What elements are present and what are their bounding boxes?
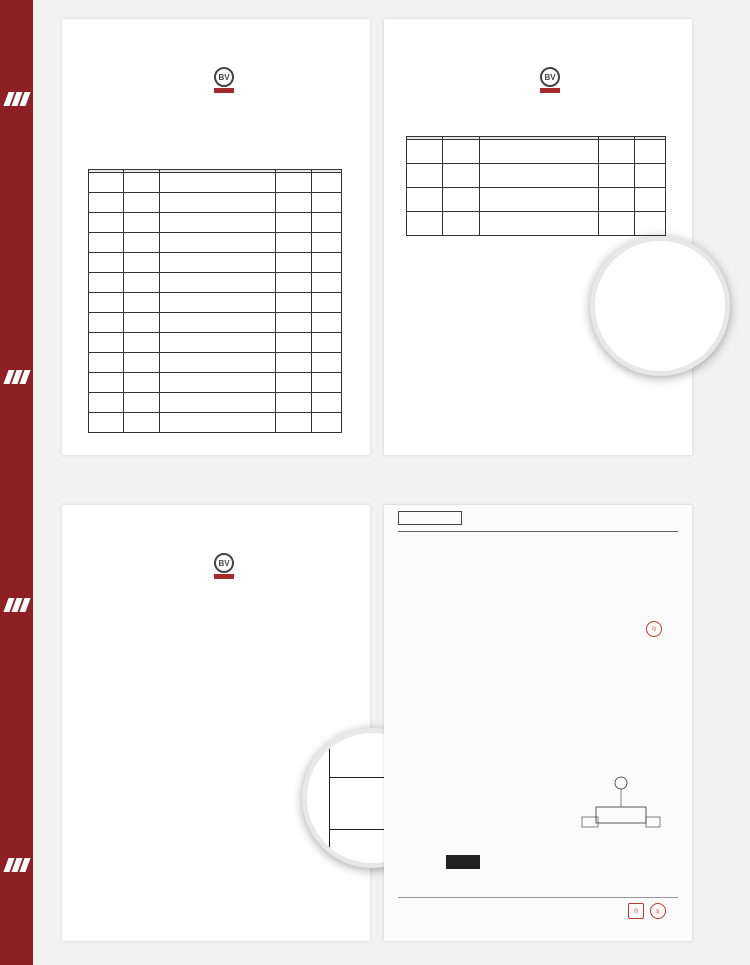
table-row (89, 353, 342, 373)
table-cell (159, 173, 275, 193)
kaken-certificate (384, 505, 692, 941)
table-cell (159, 373, 275, 393)
table-cell (89, 253, 124, 273)
table-cell (311, 293, 341, 313)
zoom-magnifier (590, 236, 730, 376)
table-cell (89, 413, 124, 433)
table-cell (276, 333, 311, 353)
table-cell (124, 373, 159, 393)
table-cell (311, 373, 341, 393)
results-table (88, 169, 342, 433)
table-cell (124, 233, 159, 253)
table-cell (598, 164, 634, 188)
brand-logo (0, 92, 33, 112)
table-cell (634, 212, 665, 236)
table-row (89, 333, 342, 353)
brand-logo (0, 370, 33, 390)
table-cell (124, 273, 159, 293)
table-cell (159, 233, 275, 253)
table-row (89, 373, 342, 393)
table-cell (159, 413, 275, 433)
table-cell (159, 253, 275, 273)
table-row (89, 233, 342, 253)
table-cell (159, 193, 275, 213)
table-cell (124, 213, 159, 233)
brand-mark-icon (6, 92, 28, 106)
table-cell (311, 193, 341, 213)
table-cell (311, 353, 341, 373)
table-cell (311, 173, 341, 193)
table-cell (276, 193, 311, 213)
table-cell (479, 140, 598, 164)
table-cell (407, 212, 443, 236)
table-row (407, 188, 666, 212)
table-cell (89, 233, 124, 253)
table-cell (311, 273, 341, 293)
table-cell (311, 253, 341, 273)
table-row (89, 313, 342, 333)
table-cell (598, 212, 634, 236)
table-cell (124, 193, 159, 213)
table-cell (311, 333, 341, 353)
table-cell (276, 413, 311, 433)
table-cell (276, 213, 311, 233)
table-cell (443, 140, 479, 164)
table-row (89, 393, 342, 413)
brand-logo (0, 598, 33, 618)
table-cell (276, 313, 311, 333)
table-cell (124, 413, 159, 433)
table-cell (124, 333, 159, 353)
table-cell (479, 212, 598, 236)
table-cell (276, 353, 311, 373)
table-cell (479, 164, 598, 188)
test-apparatus-diagram (576, 773, 666, 833)
table-cell (598, 188, 634, 212)
table-cell (407, 164, 443, 188)
table-row (89, 213, 342, 233)
table-cell (159, 293, 275, 313)
table-cell (407, 188, 443, 212)
table-cell (443, 212, 479, 236)
table-cell (89, 213, 124, 233)
table-row (89, 273, 342, 293)
table-cell (124, 393, 159, 413)
report-page-3 (62, 19, 370, 455)
table-cell (159, 393, 275, 413)
table-cell (89, 393, 124, 413)
brand-mark-icon (6, 858, 28, 872)
table-cell (311, 393, 341, 413)
table-cell (311, 233, 341, 253)
table-cell (159, 333, 275, 353)
table-row (407, 164, 666, 188)
table-cell (479, 188, 598, 212)
brand-stripe (0, 0, 33, 965)
table-cell (311, 313, 341, 333)
table-cell (634, 164, 665, 188)
table-row (89, 413, 342, 433)
table-cell (407, 140, 443, 164)
table-cell (124, 353, 159, 373)
table-cell (159, 353, 275, 373)
table-cell (89, 173, 124, 193)
table-cell (124, 253, 159, 273)
seal-stamp-icon: 証 (650, 903, 666, 919)
seal-stamp-icon: 印 (646, 621, 662, 637)
fabric-sample-swatch (446, 855, 480, 869)
table-cell (89, 193, 124, 213)
table-cell (159, 313, 275, 333)
table-cell (89, 313, 124, 333)
table-cell (276, 253, 311, 273)
table-cell (159, 213, 275, 233)
table-row (89, 173, 342, 193)
table-cell (124, 293, 159, 313)
table-cell (124, 173, 159, 193)
table-cell (443, 164, 479, 188)
table-cell (89, 333, 124, 353)
bureau-veritas-logo-icon: BV (214, 67, 234, 93)
report-page-5 (62, 505, 370, 941)
table-cell (89, 273, 124, 293)
brand-mark-icon (6, 598, 28, 612)
table-cell (89, 353, 124, 373)
approval-stamp-box (398, 511, 462, 525)
table-cell (311, 213, 341, 233)
table-cell (276, 293, 311, 313)
table-row (89, 193, 342, 213)
table-cell (276, 273, 311, 293)
table-cell (443, 188, 479, 212)
table-row (407, 212, 666, 236)
table-cell (276, 173, 311, 193)
table-cell (598, 140, 634, 164)
results-table (406, 136, 666, 236)
table-cell (634, 188, 665, 212)
table-cell (89, 373, 124, 393)
brand-logo (0, 858, 33, 878)
table-cell (124, 313, 159, 333)
table-row (89, 293, 342, 313)
table-cell (159, 273, 275, 293)
brand-mark-icon (6, 370, 28, 384)
bureau-veritas-logo-icon: BV (214, 553, 234, 579)
table-cell (89, 293, 124, 313)
table-row (89, 253, 342, 273)
bureau-veritas-logo-icon: BV (540, 67, 560, 93)
table-cell (276, 233, 311, 253)
table-cell (276, 373, 311, 393)
table-cell (311, 413, 341, 433)
seal-stamp-icon: 印 (628, 903, 644, 919)
table-row (407, 140, 666, 164)
table-cell (634, 140, 665, 164)
table-cell (276, 393, 311, 413)
